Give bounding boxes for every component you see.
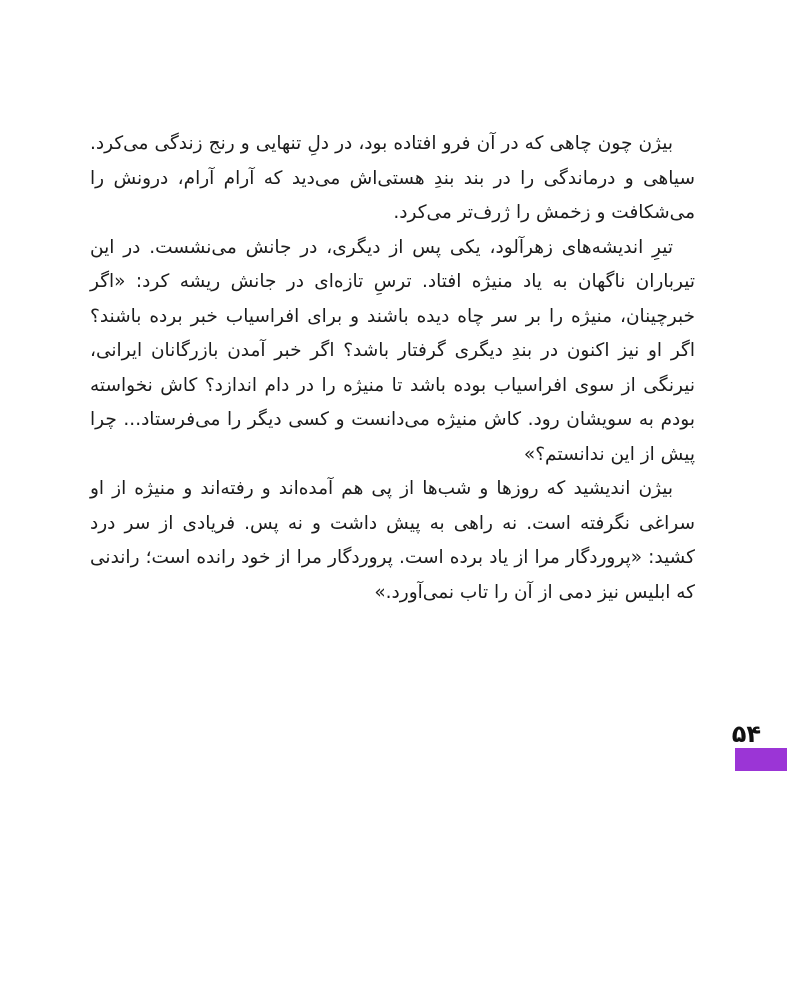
paragraph-3: بیژن اندیشید که روزها و شب‌ها از پی هم آمده‌اند و رفته‌اند و منیژه از او سراغی نگرفته است. نه راهی به پیش داشت و نه پس. فریادی از سر درد کشید: «پروردگار مرا از یاد برده است. پروردگار مرا از خود رانده است؛ راندنی که ابلیس نیز دمی از آن را تاب نمی‌آورد.» [90, 478, 695, 603]
page-number: ۵۴ [731, 720, 761, 748]
paragraph-2: تیرِ اندیشه‌های زهرآلود، یکی پس از دیگری، در جانش می‌نشست. در این تیرباران ناگهان به یاد منیژه افتاد. ترسِ تازه‌ای در جانش ریشه کرد: «اگر خبرچینان، منیژه را بر سر چاه دیده باشند و برای افراسیاب خبر برده باشند؟ اگر او نیز اکنون در بندِ دیگری گرفتار باشد؟ اگر خبر آمدن بازرگانان ایرانی، نیرنگی از سوی افراسیاب بوده باشد تا منیژه را در دام اندازد؟ کاش نخواسته بودم به سویشان رود. کاش منیژه می‌دانست و کسی دیگر را می‌فرستاد... چرا پیش از این ندانستم؟» [90, 236, 695, 465]
paragraph-1: بیژن چون چاهی که در آن فرو افتاده بود، در دلِ تنهایی و رنج زندگی می‌کرد. سیاهی و درماندگی را در بند بندِ هستی‌اش می‌دید که آرام آرام، درونش را می‌شکافت و زخمش را ژرف‌تر می‌کرد. [90, 133, 695, 223]
body-text [90, 127, 695, 610]
page-accent-bar [735, 748, 787, 771]
